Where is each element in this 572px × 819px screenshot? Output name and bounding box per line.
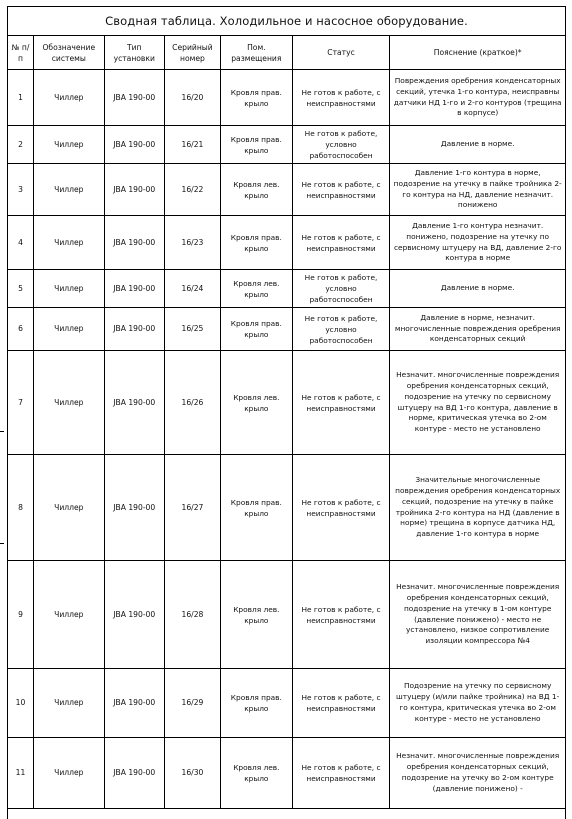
- cell-note: Давление в норме, незначит. многочисленные повреждения оребрения конденсаторных секций: [390, 308, 566, 351]
- cell-type: JBA 190-00: [104, 216, 164, 270]
- table-row: [8, 126, 566, 164]
- cell-type: JBA 190-00: [104, 70, 164, 126]
- cell-location: Кровля прав. крыло: [221, 216, 293, 270]
- cell-serial: 16/22: [164, 164, 220, 216]
- cell-type: JBA 190-00: [104, 669, 164, 738]
- cell-status: Не готов к работе, с неисправностями: [292, 561, 390, 669]
- cell-type: JBA 190-00: [104, 270, 164, 308]
- cell-status: Не готов к работе, с неисправностями: [292, 455, 390, 561]
- cell-num: 8: [8, 455, 34, 561]
- cell-system: Чиллер: [33, 351, 104, 455]
- cell-type: JBA 190-00: [104, 351, 164, 455]
- cell-note: Незначит. многочисленные повреждения оребрения конденсаторных секций, подозрение на утечку во 2-ом контуре (давление понижено) -: [390, 738, 566, 809]
- cell-note: Давление в норме.: [390, 126, 566, 164]
- table-row: [8, 669, 566, 738]
- table-row: [8, 351, 566, 455]
- cell-num: 1: [8, 70, 34, 126]
- cell-num: 2: [8, 126, 34, 164]
- cell-note: Давление в норме.: [390, 270, 566, 308]
- cell-system: Чиллер: [33, 561, 104, 669]
- header-type: Тип установки: [104, 36, 164, 70]
- cell-serial: 16/25: [164, 308, 220, 351]
- cell-num: 10: [8, 669, 34, 738]
- cell-serial: 16/21: [164, 126, 220, 164]
- cell-note: Незначит. многочисленные повреждения оребрения конденсаторных секций, подозрение на утечку по сервисному штуцеру на ВД 1-го контура, давление в норме, критическая утечка во 2-ом контуре - место не установлено: [390, 351, 566, 455]
- header-num: № п/п: [8, 36, 34, 70]
- cell-system: Чиллер: [33, 126, 104, 164]
- cell-serial: 16/24: [164, 270, 220, 308]
- table-row: [8, 455, 566, 561]
- equipment-table: [7, 35, 566, 809]
- cell-location: Кровля прав. крыло: [221, 455, 293, 561]
- cell-status: Не готов к работе, с неисправностями: [292, 669, 390, 738]
- cell-num: 4: [8, 216, 34, 270]
- cell-serial: 16/28: [164, 561, 220, 669]
- cell-status: Не готов к работе, условно работоспособен: [292, 126, 390, 164]
- cell-type: JBA 190-00: [104, 126, 164, 164]
- cell-type: JBA 190-00: [104, 308, 164, 351]
- table-row: [8, 216, 566, 270]
- cell-num: 3: [8, 164, 34, 216]
- cell-system: Чиллер: [33, 164, 104, 216]
- cell-serial: 16/30: [164, 738, 220, 809]
- cell-serial: 16/26: [164, 351, 220, 455]
- cell-system: Чиллер: [33, 216, 104, 270]
- cell-serial: 16/23: [164, 216, 220, 270]
- header-serial: Серийный номер: [164, 36, 220, 70]
- header-note: Пояснение (краткое)*: [390, 36, 566, 70]
- cell-note: Подозрение на утечку по сервисному штуцеру (и/или пайке тройника) на ВД 1-го контура, критическая утечка во 2-ом контуре - место не установлено: [390, 669, 566, 738]
- cell-location: Кровля прав. крыло: [221, 308, 293, 351]
- cell-status: Не готов к работе, условно работоспособен: [292, 270, 390, 308]
- cell-num: 6: [8, 308, 34, 351]
- header-row: [8, 36, 566, 70]
- cell-num: 9: [8, 561, 34, 669]
- cell-status: Не готов к работе, с неисправностями: [292, 70, 390, 126]
- cell-note: Значительные многочисленные повреждения оребрения конденсаторных секций, подозрение на утечку в пайке тройника 2-го контура на НД (давление в норме) трещина в корпусе датчика НД, давление 1-го контура в норме: [390, 455, 566, 561]
- table-row: [8, 561, 566, 669]
- cell-location: Кровля прав. крыло: [221, 126, 293, 164]
- table-row: [8, 164, 566, 216]
- cell-note: Давление 1-го контура в норме, подозрение на утечку в пайке тройника 2-го контура на НД, давление незначит. понижено: [390, 164, 566, 216]
- header-system: Обозначение системы: [33, 36, 104, 70]
- table-row: [8, 270, 566, 308]
- cell-status: Не готов к работе, с неисправностями: [292, 738, 390, 809]
- cell-location: Кровля прав. крыло: [221, 669, 293, 738]
- cell-serial: 16/20: [164, 70, 220, 126]
- cell-system: Чиллер: [33, 455, 104, 561]
- edge-mark: [0, 543, 4, 544]
- cell-location: Кровля прав. крыло: [221, 70, 293, 126]
- cell-serial: 16/29: [164, 669, 220, 738]
- cell-type: JBA 190-00: [104, 455, 164, 561]
- cell-serial: 16/27: [164, 455, 220, 561]
- cell-num: 11: [8, 738, 34, 809]
- cell-system: Чиллер: [33, 669, 104, 738]
- cell-status: Не готов к работе, условно работоспособен: [292, 308, 390, 351]
- table-row: [8, 308, 566, 351]
- cell-system: Чиллер: [33, 270, 104, 308]
- cell-system: Чиллер: [33, 70, 104, 126]
- cell-type: JBA 190-00: [104, 738, 164, 809]
- cell-status: Не готов к работе, с неисправностями: [292, 216, 390, 270]
- cell-status: Не готов к работе, с неисправностями: [292, 164, 390, 216]
- edge-mark: [0, 431, 4, 432]
- cell-system: Чиллер: [33, 308, 104, 351]
- cell-type: JBA 190-00: [104, 561, 164, 669]
- cell-num: 7: [8, 351, 34, 455]
- cell-system: Чиллер: [33, 738, 104, 809]
- cell-note: Давление 1-го контура незначит. понижено, подозрение на утечку по сервисному штуцеру на ВД, давление 2-го контура в норме: [390, 216, 566, 270]
- cell-location: Кровля лев. крыло: [221, 738, 293, 809]
- header-location: Пом. размещения: [221, 36, 293, 70]
- cell-type: JBA 190-00: [104, 164, 164, 216]
- table-row: [8, 70, 566, 126]
- header-status: Статус: [292, 36, 390, 70]
- table-row: [8, 738, 566, 809]
- cell-note: Незначит. многочисленные повреждения оребрения конденсаторных секций, подозрение на утечку в 1-ом контуре (давление понижено) - место не установлено, низкое сопротивление изоляции компрессора №4: [390, 561, 566, 669]
- cell-location: Кровля лев. крыло: [221, 351, 293, 455]
- cell-num: 5: [8, 270, 34, 308]
- cell-location: Кровля лев. крыло: [221, 270, 293, 308]
- cell-location: Кровля лев. крыло: [221, 164, 293, 216]
- cell-location: Кровля лев. крыло: [221, 561, 293, 669]
- document-title: Сводная таблица. Холодильное и насосное оборудование.: [105, 14, 468, 28]
- cell-note: Повреждения оребрения конденсаторных секций, утечка 1-го контура, неисправны датчики НД 1-го и 2-го контуров (трещина в корпусе): [390, 70, 566, 126]
- cell-status: Не готов к работе, с неисправностями: [292, 351, 390, 455]
